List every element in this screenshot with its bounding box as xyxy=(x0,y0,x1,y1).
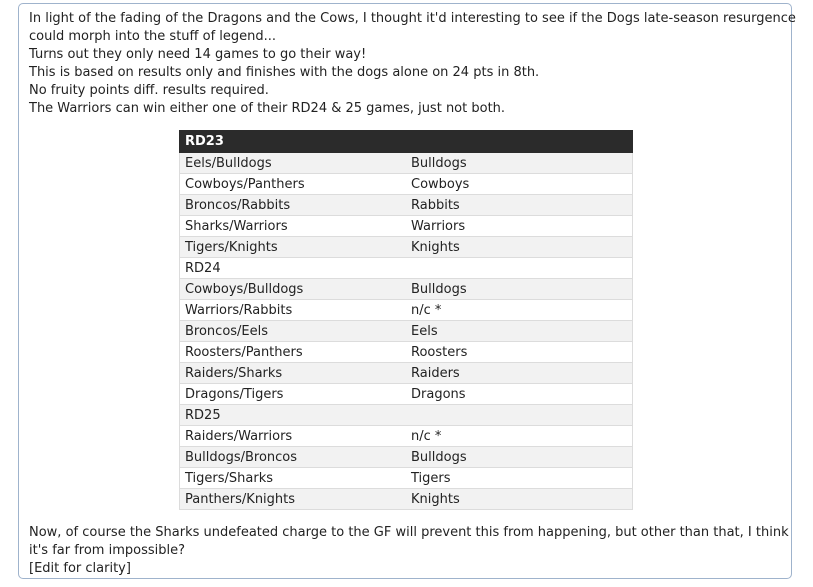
match-cell: Raiders/Warriors xyxy=(180,426,407,447)
match-cell: Raiders/Sharks xyxy=(180,363,407,384)
table-row xyxy=(180,426,633,447)
result-cell: n/c * xyxy=(406,426,633,447)
intro-line: The Warriors can win either one of their RD24 & 25 games, just not both. xyxy=(29,101,506,116)
match-cell: Cowboys/Bulldogs xyxy=(180,279,407,300)
table-row-round-label xyxy=(180,405,633,426)
match-cell: Tigers/Sharks xyxy=(180,468,407,489)
match-cell: Sharks/Warriors xyxy=(180,216,407,237)
result-cell xyxy=(406,405,633,426)
result-cell: Dragons xyxy=(406,384,633,405)
result-cell: Bulldogs xyxy=(406,447,633,468)
table-row xyxy=(180,447,633,468)
intro-line: In light of the fading of the Dragons and the Cows, I thought it'd interesting to see if the Dogs late-season resurgence xyxy=(29,11,796,26)
edit-note: [Edit for clarity] xyxy=(29,561,131,576)
intro-line: This is based on results only and finishes with the dogs alone on 24 pts in 8th. xyxy=(29,65,540,80)
result-cell: Cowboys xyxy=(406,174,633,195)
result-cell: Bulldogs xyxy=(406,153,633,174)
result-cell: Tigers xyxy=(406,468,633,489)
table-row xyxy=(180,153,633,174)
match-cell: Warriors/Rabbits xyxy=(180,300,407,321)
intro-line: could morph into the stuff of legend... xyxy=(29,29,277,44)
match-cell: Cowboys/Panthers xyxy=(180,174,407,195)
table-row-round-label xyxy=(180,258,633,279)
table-row xyxy=(180,195,633,216)
results-table xyxy=(179,130,633,510)
table-row xyxy=(180,300,633,321)
result-cell: Rabbits xyxy=(406,195,633,216)
match-cell: Panthers/Knights xyxy=(180,489,407,510)
table-row xyxy=(180,468,633,489)
table-row xyxy=(180,489,633,510)
table-header-row xyxy=(180,131,633,153)
result-cell: Bulldogs xyxy=(406,279,633,300)
match-cell: Bulldogs/Broncos xyxy=(180,447,407,468)
table-row xyxy=(180,237,633,258)
table-row xyxy=(180,174,633,195)
result-cell xyxy=(406,258,633,279)
match-cell: Tigers/Knights xyxy=(180,237,407,258)
outro-line: it's far from impossible? xyxy=(29,543,185,558)
table-row xyxy=(180,216,633,237)
result-cell: Knights xyxy=(406,237,633,258)
result-cell: Raiders xyxy=(406,363,633,384)
forum-post xyxy=(18,3,796,579)
result-cell: Eels xyxy=(406,321,633,342)
result-cell: Warriors xyxy=(406,216,633,237)
result-cell: Roosters xyxy=(406,342,633,363)
result-cell: n/c * xyxy=(406,300,633,321)
table-row xyxy=(180,279,633,300)
table-row xyxy=(180,384,633,405)
intro-line: Turns out they only need 14 games to go their way! xyxy=(29,47,367,62)
post-intro-text xyxy=(29,10,796,118)
table-row xyxy=(180,321,633,342)
match-cell: Broncos/Rabbits xyxy=(180,195,407,216)
match-cell: Roosters/Panthers xyxy=(180,342,407,363)
table-header-rd23: RD23 xyxy=(180,131,633,153)
match-cell: Eels/Bulldogs xyxy=(180,153,407,174)
round-label-cell: RD24 xyxy=(180,258,407,279)
post-outro-text xyxy=(29,524,789,578)
match-cell: Dragons/Tigers xyxy=(180,384,407,405)
table-row xyxy=(180,363,633,384)
result-cell: Knights xyxy=(406,489,633,510)
round-label-cell: RD25 xyxy=(180,405,407,426)
outro-line: Now, of course the Sharks undefeated charge to the GF will prevent this from happening, but other than that, I think xyxy=(29,525,789,540)
intro-line: No fruity points diff. results required. xyxy=(29,83,269,98)
match-cell: Broncos/Eels xyxy=(180,321,407,342)
table-row xyxy=(180,342,633,363)
